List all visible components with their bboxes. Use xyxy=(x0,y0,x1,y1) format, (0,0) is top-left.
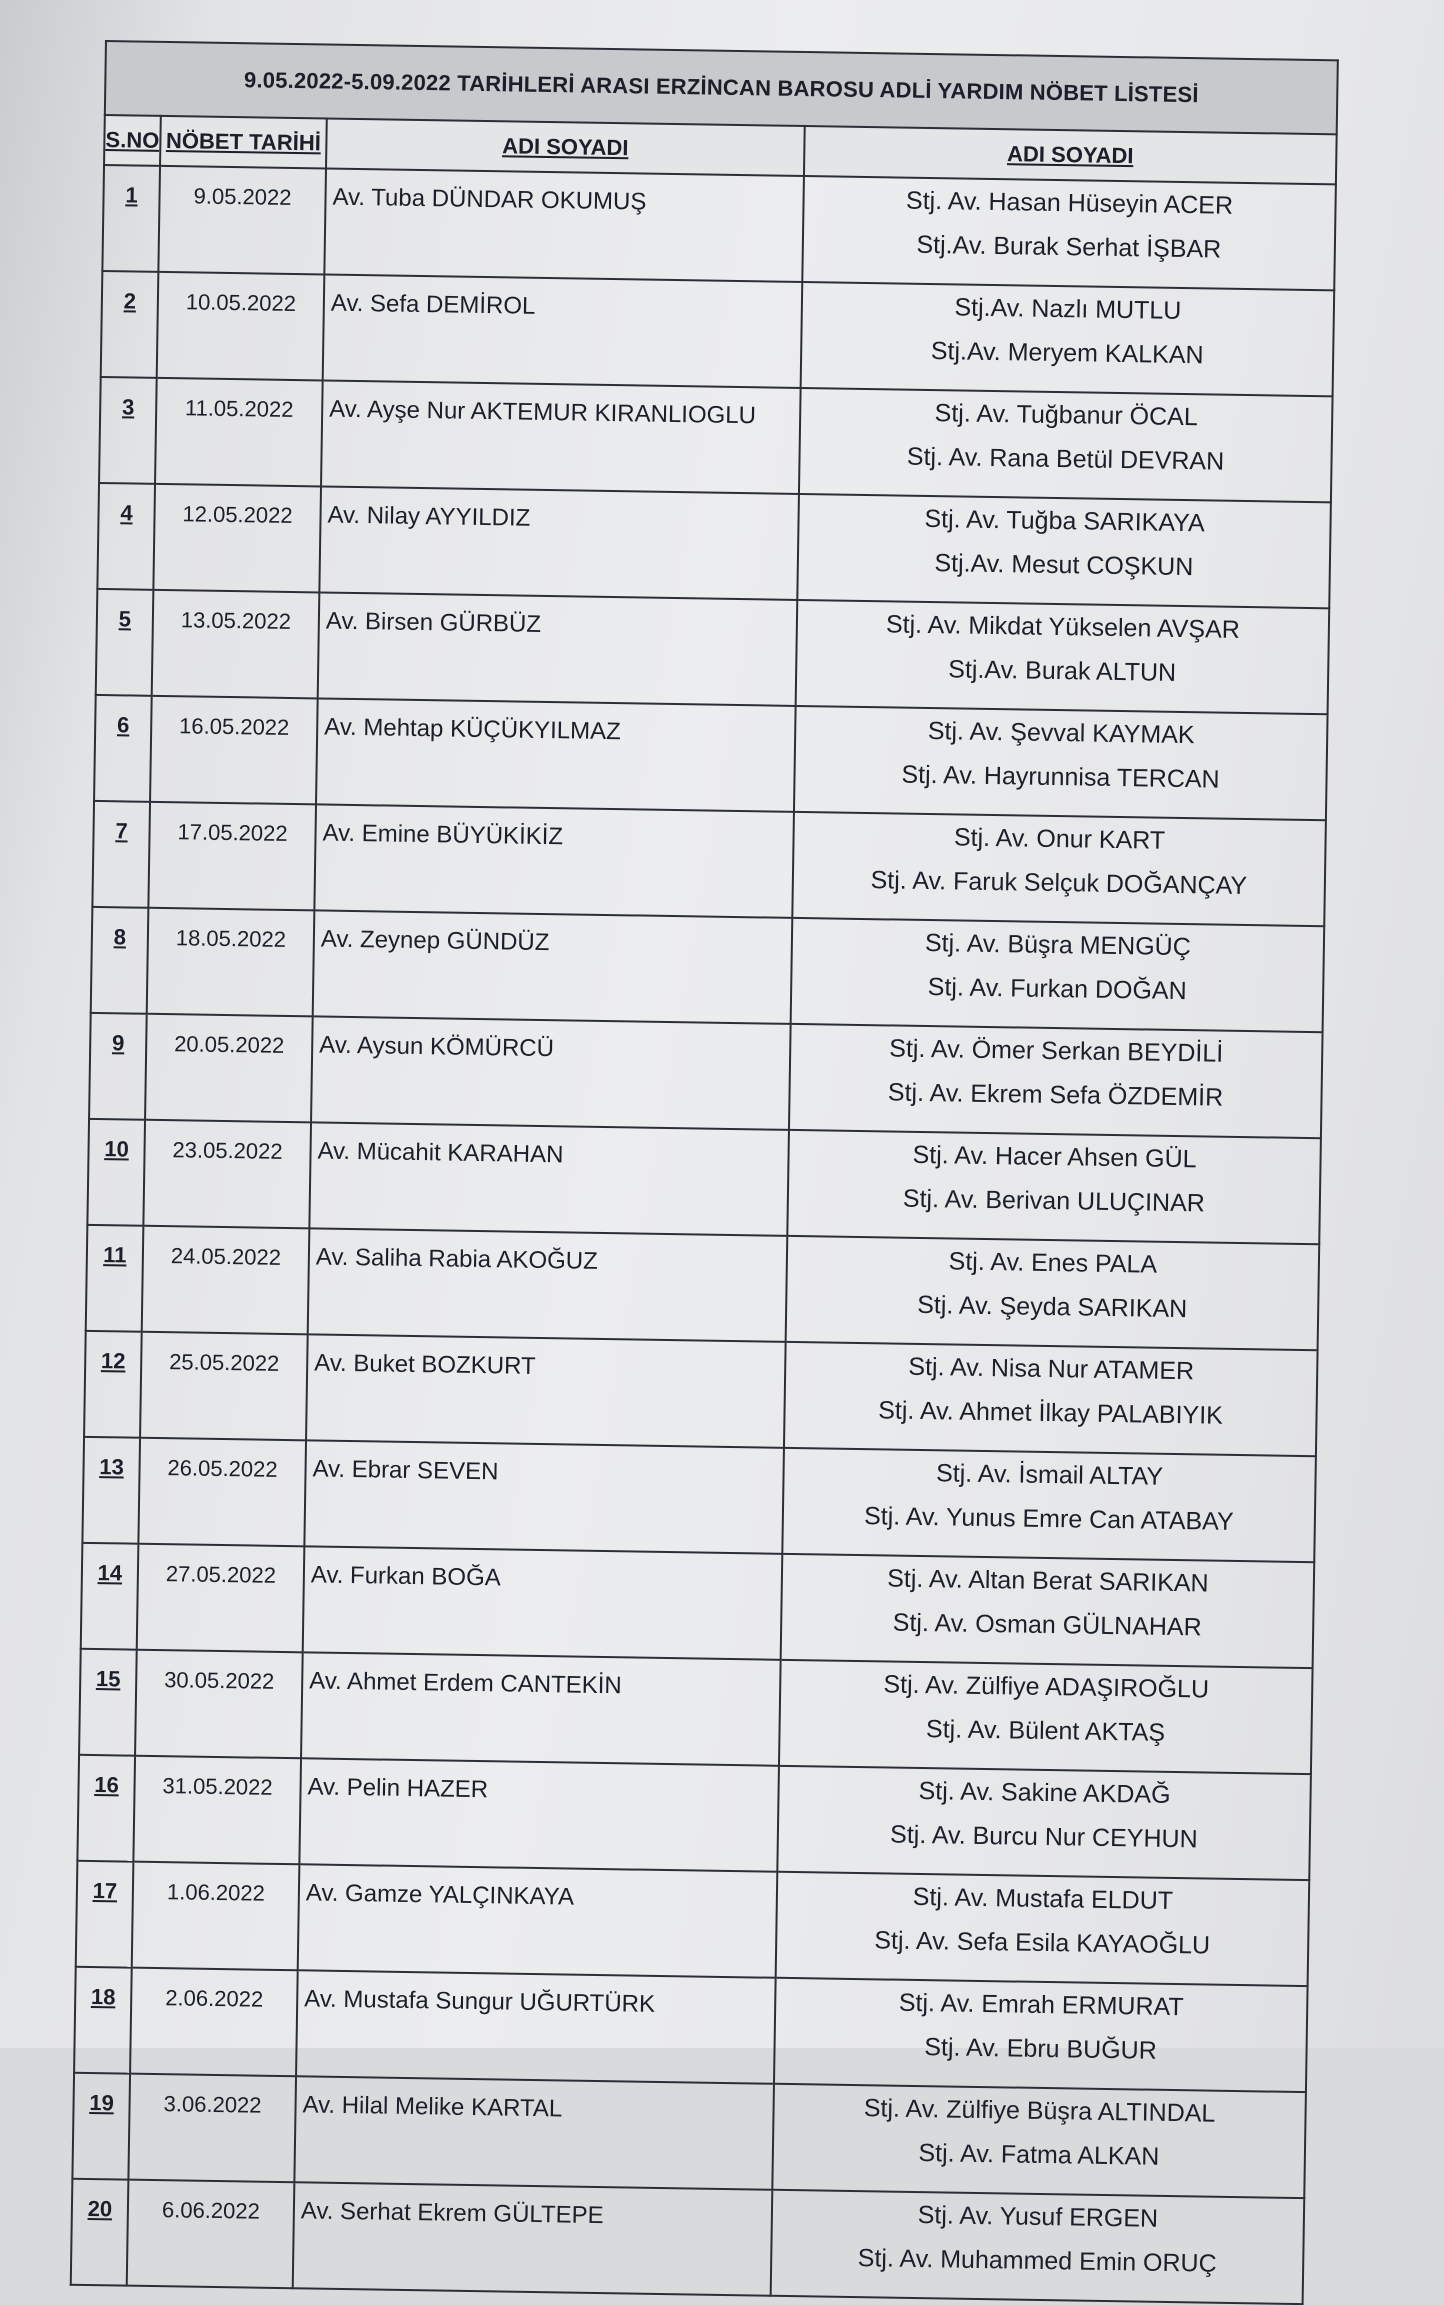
intern-name-2: Stj.Av. Burak Serhat İŞBAR xyxy=(916,230,1222,264)
row-number: 7 xyxy=(92,801,150,908)
intern-name-1: Stj. Av. Enes PALA xyxy=(948,1247,1158,1279)
duty-date: 9.05.2022 xyxy=(158,166,326,275)
lawyer-name: Av. Serhat Ekrem GÜLTEPE xyxy=(293,2182,773,2295)
lawyer-name: Av. Buket BOZKURT xyxy=(306,1334,786,1447)
table-row xyxy=(72,2073,1306,2198)
duty-date: 27.05.2022 xyxy=(137,1544,305,1653)
intern-name-2: Stj. Av. Rana Betül DEVRAN xyxy=(906,442,1225,476)
intern-name-1: Stj. Av. Hasan Hüseyin ACER xyxy=(905,186,1234,220)
table-row xyxy=(82,1437,1316,1562)
intern-name-2: Stj. Av. Yunus Emre Can ATABAY xyxy=(863,1502,1234,1536)
intern-name-2: Stj. Av. Ekrem Sefa ÖZDEMİR xyxy=(887,1078,1224,1112)
column-header-lawyer: ADI SOYADI xyxy=(326,118,805,176)
intern-name-2: Stj. Av. Osman GÜLNAHAR xyxy=(892,1608,1202,1642)
lawyer-name: Av. Aysun KÖMÜRCÜ xyxy=(311,1016,791,1129)
table-row xyxy=(96,589,1330,714)
intern-names xyxy=(787,1130,1321,1244)
duty-date: 3.06.2022 xyxy=(128,2074,296,2183)
table-row xyxy=(87,1119,1321,1244)
intern-names xyxy=(772,2084,1306,2198)
intern-name-1: Stj. Av. Mustafa ELDUT xyxy=(912,1882,1174,1916)
intern-name-1: Stj. Av. Zülfiye Büşra ALTINDAL xyxy=(863,2094,1216,2128)
intern-name-1: Stj. Av. Onur KART xyxy=(953,823,1166,855)
duty-date: 26.05.2022 xyxy=(138,1438,306,1547)
table-row xyxy=(89,1013,1323,1138)
duty-date: 2.06.2022 xyxy=(130,1968,298,2077)
intern-name-1: Stj.Av. Nazlı MUTLU xyxy=(954,293,1182,325)
table-row xyxy=(97,483,1331,608)
row-number: 16 xyxy=(77,1755,135,1862)
intern-name-1: Stj. Av. Emrah ERMURAT xyxy=(898,1988,1184,2022)
row-number: 17 xyxy=(76,1861,134,1968)
intern-name-1: Stj. Av. Nisa Nur ATAMER xyxy=(908,1352,1195,1386)
row-number: 2 xyxy=(101,271,159,378)
lawyer-name: Av. Tuba DÜNDAR OKUMUŞ xyxy=(324,168,804,281)
intern-names xyxy=(786,1236,1320,1350)
duty-date: 13.05.2022 xyxy=(152,590,320,699)
intern-names xyxy=(792,812,1326,926)
lawyer-name: Av. Furkan BOĞA xyxy=(303,1546,783,1659)
intern-name-2: Stj.Av. Burak ALTUN xyxy=(948,655,1177,687)
intern-name-2: Stj.Av. Mesut COŞKUN xyxy=(934,549,1194,582)
duty-date: 11.05.2022 xyxy=(155,378,323,487)
row-number: 15 xyxy=(79,1649,137,1756)
intern-names xyxy=(777,1766,1311,1880)
intern-names xyxy=(781,1554,1315,1668)
intern-name-1: Stj. Av. Altan Berat SARIKAN xyxy=(886,1564,1209,1598)
row-number: 4 xyxy=(97,483,155,590)
intern-name-1: Stj. Av. İsmail ALTAY xyxy=(935,1459,1164,1491)
intern-name-1: Stj. Av. Hacer Ahsen GÜL xyxy=(912,1140,1197,1174)
intern-names xyxy=(799,388,1333,502)
duty-date: 1.06.2022 xyxy=(132,1862,300,1971)
lawyer-name: Av. Mücahit KARAHAN xyxy=(309,1122,789,1235)
intern-name-2: Stj. Av. Burcu Nur CEYHUN xyxy=(889,1820,1198,1854)
intern-name-2: Stj. Av. Berivan ULUÇINAR xyxy=(902,1184,1206,1218)
row-number: 3 xyxy=(99,377,157,484)
intern-name-1: Stj. Av. Tuğbanur ÖCAL xyxy=(934,399,1198,432)
lawyer-name: Av. Sefa DEMİROL xyxy=(323,274,803,387)
duty-date: 20.05.2022 xyxy=(145,1014,313,1123)
duty-date: 18.05.2022 xyxy=(147,908,315,1017)
table-row xyxy=(74,1967,1308,2092)
paper-sheet xyxy=(70,40,1337,2305)
intern-name-2: Stj. Av. Fatma ALKAN xyxy=(918,2139,1160,2171)
intern-name-2: Stj. Av. Şeyda SARIKAN xyxy=(916,1290,1188,1324)
intern-names xyxy=(802,176,1336,290)
duty-date: 23.05.2022 xyxy=(143,1120,311,1229)
lawyer-name: Av. Gamze YALÇINKAYA xyxy=(298,1864,778,1977)
lawyer-name: Av. Mustafa Sungur UĞURTÜRK xyxy=(296,1970,776,2083)
intern-names xyxy=(796,600,1330,714)
column-header-no: S.NO xyxy=(104,115,161,166)
intern-name-2: Stj. Av. Bülent AKTAŞ xyxy=(925,1715,1166,1747)
lawyer-name: Av. Ahmet Erdem CANTEKİN xyxy=(301,1652,781,1765)
row-number: 12 xyxy=(84,1331,142,1438)
table-row xyxy=(71,2179,1305,2304)
intern-names xyxy=(789,1024,1323,1138)
row-number: 18 xyxy=(74,1967,132,2074)
row-number: 5 xyxy=(96,589,154,696)
row-number: 10 xyxy=(87,1119,145,1226)
intern-names xyxy=(771,2190,1305,2304)
table-row xyxy=(81,1543,1315,1668)
lawyer-name: Av. Ayşe Nur AKTEMUR KIRANLIOGLU xyxy=(321,380,801,493)
column-header-date: NÖBET TARİHİ xyxy=(160,116,327,169)
document-title: 9.05.2022-5.09.2022 TARİHLERİ ARASI ERZİNCAN BAROSU ADLİ YARDIM NÖBET LİSTESİ xyxy=(105,41,1338,134)
row-number: 19 xyxy=(72,2073,130,2180)
intern-name-2: Stj. Av. Sefa Esila KAYAOĞLU xyxy=(874,1926,1211,1960)
intern-name-1: Stj. Av. Mikdat Yükselen AVŞAR xyxy=(885,610,1241,644)
duty-date: 31.05.2022 xyxy=(133,1756,301,1865)
intern-name-2: Stj. Av. Ahmet İlkay PALABIYIK xyxy=(878,1396,1224,1430)
roster-body xyxy=(71,165,1336,2304)
intern-names xyxy=(784,1342,1318,1456)
lawyer-name: Av. Mehtap KÜÇÜKYILMAZ xyxy=(316,698,796,811)
duty-date: 17.05.2022 xyxy=(148,802,316,911)
table-row xyxy=(92,801,1326,926)
duty-date: 6.06.2022 xyxy=(127,2180,295,2289)
lawyer-name: Av. Zeynep GÜNDÜZ xyxy=(313,910,793,1023)
table-row xyxy=(91,907,1325,1032)
table-row xyxy=(79,1649,1313,1774)
intern-name-2: Stj. Av. Faruk Selçuk DOĞANÇAY xyxy=(870,866,1248,901)
lawyer-name: Av. Hilal Melike KARTAL xyxy=(294,2076,774,2189)
row-number: 14 xyxy=(81,1543,139,1650)
row-number: 11 xyxy=(86,1225,144,1332)
intern-names xyxy=(782,1448,1316,1562)
row-number: 6 xyxy=(94,695,152,802)
lawyer-name: Av. Emine BÜYÜKİKİZ xyxy=(314,804,794,917)
intern-name-1: Stj. Av. Yusuf ERGEN xyxy=(917,2201,1159,2233)
intern-name-2: Stj. Av. Muhammed Emin ORUÇ xyxy=(857,2244,1217,2278)
row-number: 13 xyxy=(82,1437,140,1544)
row-number: 20 xyxy=(71,2179,129,2286)
lawyer-name: Av. Birsen GÜRBÜZ xyxy=(318,592,798,705)
intern-name-1: Stj. Av. Tuğba SARIKAYA xyxy=(924,504,1205,538)
intern-name-2: Stj. Av. Ebru BUĞUR xyxy=(924,2033,1158,2065)
duty-date: 16.05.2022 xyxy=(150,696,318,805)
table-row xyxy=(101,271,1335,396)
intern-names xyxy=(776,1872,1310,1986)
duty-date: 30.05.2022 xyxy=(135,1650,303,1759)
column-header-interns: ADI SOYADI xyxy=(804,126,1337,184)
table-row xyxy=(94,695,1328,820)
table-row xyxy=(86,1225,1320,1350)
duty-roster-table xyxy=(70,40,1339,2305)
table-row xyxy=(76,1861,1310,1986)
lawyer-name: Av. Nilay AYYILDIZ xyxy=(319,486,799,599)
lawyer-name: Av. Ebrar SEVEN xyxy=(304,1440,784,1553)
intern-name-2: Stj. Av. Hayrunnisa TERCAN xyxy=(901,760,1220,794)
intern-names xyxy=(779,1660,1313,1774)
intern-name-1: Stj. Av. Şevval KAYMAK xyxy=(927,717,1195,750)
lawyer-name: Av. Saliha Rabia AKOĞUZ xyxy=(308,1228,788,1341)
lawyer-name: Av. Pelin HAZER xyxy=(299,1758,779,1871)
intern-name-1: Stj. Av. Sakine AKDAĞ xyxy=(918,1776,1171,1809)
row-number: 8 xyxy=(91,907,149,1014)
row-number: 9 xyxy=(89,1013,147,1120)
duty-date: 10.05.2022 xyxy=(157,272,325,381)
table-row xyxy=(77,1755,1311,1880)
intern-name-1: Stj. Av. Ömer Serkan BEYDİLİ xyxy=(889,1034,1224,1068)
row-number: 1 xyxy=(102,165,160,272)
duty-date: 25.05.2022 xyxy=(140,1332,308,1441)
duty-date: 12.05.2022 xyxy=(153,484,321,593)
intern-names xyxy=(797,494,1331,608)
table-row xyxy=(99,377,1333,502)
intern-name-2: Stj.Av. Meryem KALKAN xyxy=(930,337,1204,370)
intern-names xyxy=(774,1978,1308,2092)
intern-names xyxy=(794,706,1328,820)
intern-name-1: Stj. Av. Zülfiye ADAŞIROĞLU xyxy=(883,1670,1210,1704)
table-row xyxy=(102,165,1336,290)
duty-date: 24.05.2022 xyxy=(142,1226,310,1335)
intern-names xyxy=(791,918,1325,1032)
intern-name-1: Stj. Av. Büşra MENGÜÇ xyxy=(924,928,1192,962)
intern-names xyxy=(801,282,1335,396)
table-row xyxy=(84,1331,1318,1456)
intern-name-2: Stj. Av. Furkan DOĞAN xyxy=(927,973,1187,1006)
